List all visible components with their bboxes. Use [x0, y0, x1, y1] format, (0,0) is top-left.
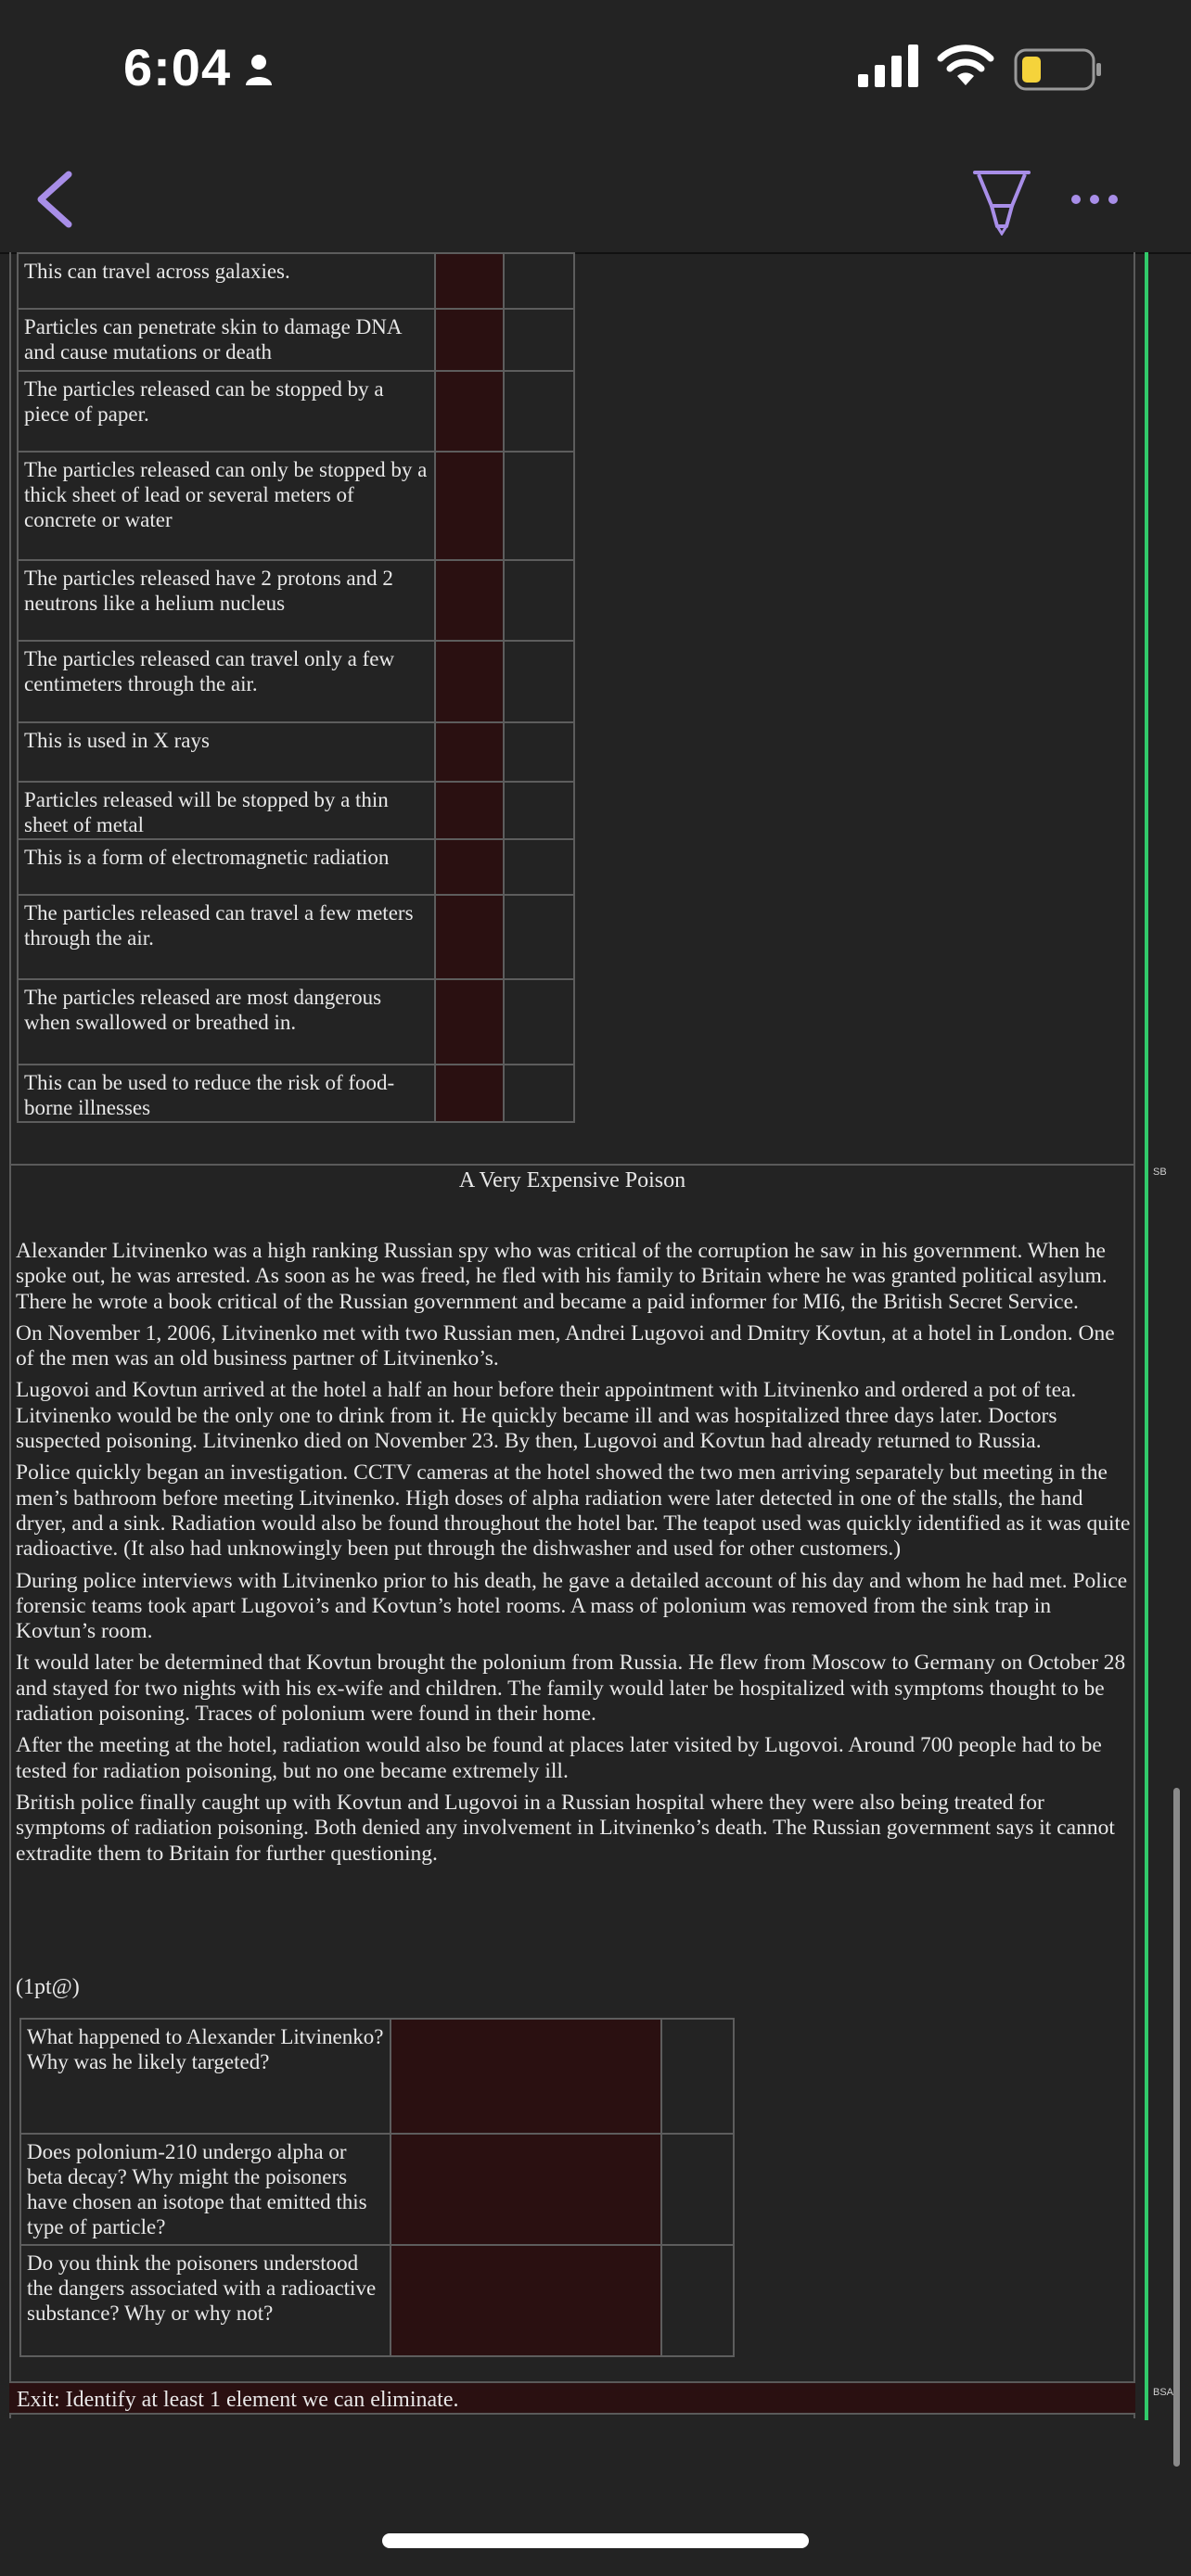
answer-cell[interactable]: [435, 979, 505, 1065]
answer-cell[interactable]: [504, 641, 574, 722]
answer-cell[interactable]: [504, 895, 574, 979]
answer-cell[interactable]: [504, 253, 574, 309]
table-row: [20, 2134, 734, 2245]
frame-right: [1133, 252, 1135, 2418]
table-row: [18, 641, 574, 722]
battery-icon: [1014, 48, 1103, 91]
answer-cell[interactable]: [504, 782, 574, 839]
passage-paragraph: British police finally caught up with Kovtun and Lugovoi in a Russian hospital where they were also being treated for symptoms of radiation poisoning. Both denied any involvement in Litvinenko’s death. The Russian government says it cannot extradite them to Britain for further questioning.: [16, 1790, 1115, 1866]
table-row: [20, 2019, 734, 2134]
table-row: [18, 560, 574, 641]
table-cell: The particles released can only be stopped by a thick sheet of lead or several meters of concrete or water: [18, 452, 435, 560]
answer-cell[interactable]: [435, 782, 505, 839]
answer-cell[interactable]: [661, 2019, 734, 2134]
status-bar: [0, 0, 1191, 148]
question-text: Do you think the poisoners understood the dangers associated with a radioactive substance? Why or why not?: [20, 2245, 391, 2356]
answer-cell[interactable]: [435, 253, 505, 309]
answer-cell[interactable]: [504, 979, 574, 1065]
answer-cell[interactable]: [504, 722, 574, 782]
passage-paragraph: On November 1, 2006, Litvinenko met with two Russian men, Andrei Lugovoi and Dmitry Kovtun, at a hotel in London. One of the men was an old business partner of Litvinenko’s.: [16, 1320, 1115, 1371]
table-row: [18, 309, 574, 371]
passage-paragraph: Police quickly began an investigation. CCTV cameras at the hotel showed the two men arriving separately but meeting in the men’s bathroom before meeting Litvinenko. High doses of alpha radiation were later detected in one of the stalls, the hand dryer, and a sink. Radiation would also be found throughout the hotel bar. The teapot used was quickly identified as it was quite radioactive. (It also had unknowingly been put through the dishwasher and used for other customers.): [16, 1460, 1131, 1562]
table-cell: The particles released have 2 protons and 2 neutrons like a helium nucleus: [18, 560, 435, 641]
table-cell: Particles can penetrate skin to damage DNA and cause mutations or death: [18, 309, 435, 371]
person-icon: [245, 54, 273, 87]
table-cell: The particles released are most dangerous when swallowed or breathed in.: [18, 979, 435, 1065]
table-row: [18, 371, 574, 452]
answer-cell[interactable]: [661, 2245, 734, 2356]
table-row: [18, 782, 574, 839]
margin-label-top: SB: [1153, 1167, 1167, 1178]
answer-cell[interactable]: [661, 2134, 734, 2245]
scrollbar[interactable]: [1173, 1788, 1180, 2467]
table-cell: The particles released can travel a few meters through the air.: [18, 895, 435, 979]
answer-cell[interactable]: [435, 309, 505, 371]
points-label: (1pt@): [16, 1975, 80, 1999]
nav-bar: [0, 148, 1191, 250]
status-time: 6:04: [123, 38, 232, 96]
table-cell: This is a form of electromagnetic radiation: [18, 839, 435, 895]
answer-cell[interactable]: [435, 722, 505, 782]
answer-cell[interactable]: [391, 2134, 661, 2245]
answer-cell[interactable]: [435, 641, 505, 722]
passage-title: A Very Expensive Poison: [458, 1168, 686, 1192]
passage-paragraph: After the meeting at the hotel, radiation would also be found at places later visited by Lugovoi. Around 700 people had to be tested for radiation poisoning, but no one became extremely ill.: [16, 1733, 1102, 1783]
table-cell: Particles released will be stopped by a thin sheet of metal: [18, 782, 435, 839]
answer-cell[interactable]: [391, 2245, 661, 2356]
answer-cell[interactable]: [435, 839, 505, 895]
table-row: [18, 253, 574, 309]
passage-paragraph: Alexander Litvinenko was a high ranking Russian spy who was critical of the corruption he saw in his government. When he spoke out, he was arrested. As soon as he was freed, he fled with his family to Britain where he was granted political asylum. There he wrote a book critical of the Russian government and became a paid informer for MI6, the British Secret Service.: [16, 1239, 1108, 1314]
frame-left: [9, 252, 11, 2418]
answer-cell[interactable]: [504, 560, 574, 641]
answer-cell[interactable]: [435, 1065, 505, 1122]
passage-paragraph: It would later be determined that Kovtun brought the polonium from Russia. He flew from Moscow to Germany on October 28 and stayed for two nights with his ex-wife and children. The family would later be hospitalized with symptoms thought to be radiation poisoning. Traces of polonium were found in their home.: [16, 1651, 1126, 1727]
table-row: [18, 839, 574, 895]
answer-cell[interactable]: [504, 839, 574, 895]
table-cell: This is used in X rays: [18, 722, 435, 782]
radiation-table: [17, 252, 575, 1123]
cellular-signal-icon: [858, 45, 921, 87]
answer-cell[interactable]: [435, 560, 505, 641]
margin-label-bottom: BSA: [1153, 2387, 1174, 2398]
passage-paragraph: During police interviews with Litvinenko prior to his death, he gave a detailed account of his day and whom he had met. Police forensic teams took apart Lugovoi’s and Kovtun’s hotel rooms. A mass of polonium was removed from the sink trap in Kovtun’s room.: [16, 1568, 1128, 1644]
highlighter-icon[interactable]: [969, 163, 1034, 236]
section-divider: [9, 1164, 1135, 1166]
ellipsis-icon[interactable]: [1067, 184, 1122, 215]
questions-table: [19, 2018, 735, 2357]
progress-bar: [1145, 252, 1148, 2420]
passage-paragraph: Lugovoi and Kovtun arrived at the hotel a half an hour before their appointment with Litvinenko and ordered a pot of tea. Litvinenko would be the only one to drink from it. He quickly became ill and was hospitalized three days later. Doctors suspected poisoning. Litvinenko died on November 23. By then, Lugovoi and Kovtun had already returned to Russia.: [16, 1378, 1077, 1454]
document-page: [9, 252, 1135, 2417]
table-cell: This can travel across galaxies.: [18, 253, 435, 309]
exit-ticket: Exit: Identify at least 1 element we can eliminate.: [9, 2381, 1135, 2415]
table-row: [18, 979, 574, 1065]
passage-body: [16, 1239, 1133, 1873]
wifi-icon: [937, 45, 994, 87]
answer-cell[interactable]: [435, 895, 505, 979]
answer-cell[interactable]: [391, 2019, 661, 2134]
table-row: [18, 1065, 574, 1122]
table-cell: The particles released can travel only a few centimeters through the air.: [18, 641, 435, 722]
table-row: [18, 895, 574, 979]
table-cell: This can be used to reduce the risk of food-borne illnesses: [18, 1065, 435, 1122]
table-row: [18, 452, 574, 560]
chevron-left-icon[interactable]: [28, 167, 83, 232]
question-text: Does polonium-210 undergo alpha or beta decay? Why might the poisoners have chosen an isotope that emitted this type of particle?: [20, 2134, 391, 2245]
answer-cell[interactable]: [504, 309, 574, 371]
table-row: [18, 722, 574, 782]
answer-cell[interactable]: [435, 452, 505, 560]
answer-cell[interactable]: [504, 1065, 574, 1122]
answer-cell[interactable]: [504, 452, 574, 560]
table-row: [20, 2245, 734, 2356]
answer-cell[interactable]: [435, 371, 505, 452]
question-text: What happened to Alexander Litvinenko? Why was he likely targeted?: [20, 2019, 391, 2134]
answer-cell[interactable]: [504, 371, 574, 452]
table-cell: The particles released can be stopped by a piece of paper.: [18, 371, 435, 452]
home-indicator[interactable]: [382, 2533, 809, 2548]
